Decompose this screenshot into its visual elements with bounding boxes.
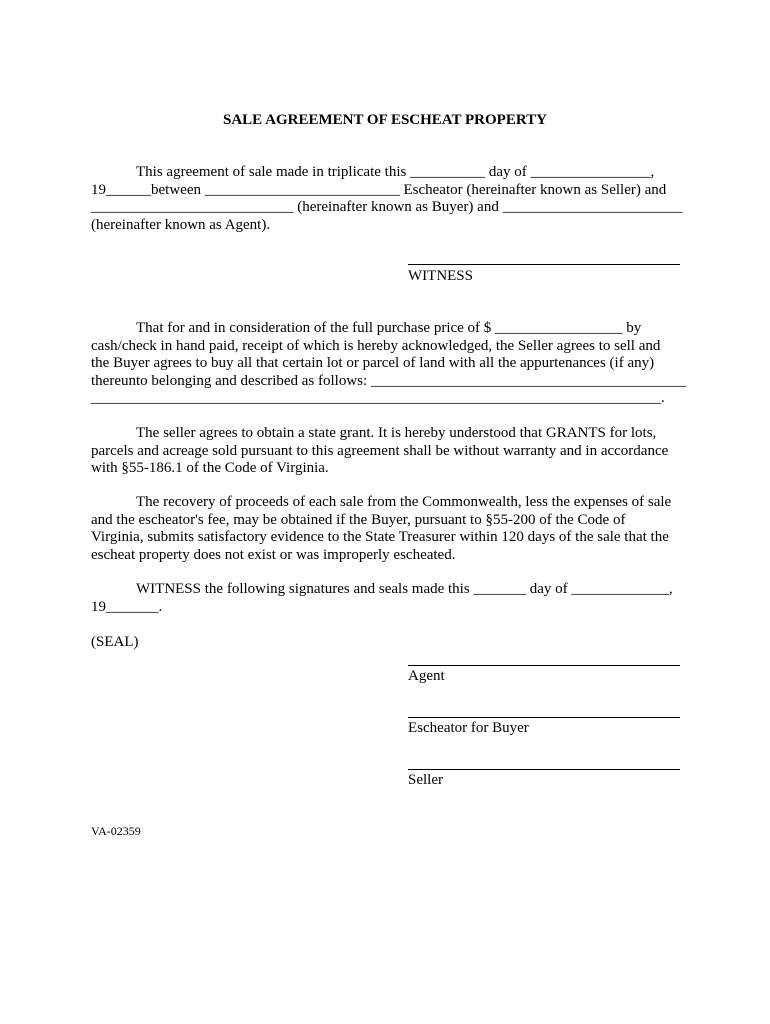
seller-label: Seller [408,772,443,788]
grant-line-3: with §55-186.1 of the Code of Virginia. [91,460,329,476]
intro-line-2: 19______between __________________________ Escheator (hereinafter known as Seller) and [91,181,667,198]
recovery-line-4: escheat property does not exist or was improperly escheated. [91,546,456,563]
grant-paragraph [91,425,681,478]
consideration-line-1: That for and in consideration of the full purchase price of $ _________________ by [136,320,642,336]
recovery-line-3: Virginia, submits satisfactory evidence to the State Treasurer within 120 days of the sale that the [91,529,669,545]
recovery-paragraph [91,494,681,564]
seller-signature-line [408,769,680,770]
form-code: VA-02359 [91,824,141,838]
agent-signature-line [408,665,680,666]
witness-label: WITNESS [408,268,473,284]
recovery-line-1: The recovery of proceeds of each sale from the Commonwealth, less the expenses of sale [136,494,672,510]
consideration-line-5: ____________________________________________________________________________. [91,390,665,406]
grant-line-2: parcels and acreage sold pursuant to this agreement shall be without warranty and in accordance [91,442,669,459]
grant-line-1: The seller agrees to obtain a state grant. It is hereby understood that GRANTS for lots, [136,425,657,441]
consideration-line-3: the Buyer agrees to buy all that certain lot or parcel of land with all the appurtenances (if any) [91,355,655,371]
document-title: SALE AGREEMENT OF ESCHEAT PROPERTY [223,112,547,128]
recovery-line-2: and the escheator's fee, may be obtained if the Buyer, pursuant to §55-200 of the Code of [91,511,626,528]
escheator-signature-line [408,717,680,718]
agent-label: Agent [408,668,445,684]
witness-signatures-paragraph [91,581,681,616]
consideration-line-2: cash/check in hand paid, receipt of which is hereby acknowledged, the Seller agrees to sell and [91,337,661,354]
witness-signatures-line-2: 19_______. [91,598,163,615]
intro-paragraph [91,164,681,234]
intro-line-4: (hereinafter known as Agent). [91,216,271,233]
consideration-line-4: thereunto belonging and described as follows: __________________________________________ [91,372,686,389]
seal-label: (SEAL) [91,634,139,650]
intro-line-1: This agreement of sale made in triplicate this __________ day of ________________, [136,164,655,180]
witness-signatures-line-1: WITNESS the following signatures and seals made this _______ day of _____________, [136,581,673,597]
witness-signature-line [408,264,680,265]
escheator-label: Escheator for Buyer [408,720,529,736]
intro-line-3: ___________________________ (hereinafter known as Buyer) and ________________________ [91,199,683,215]
consideration-paragraph [91,320,686,408]
